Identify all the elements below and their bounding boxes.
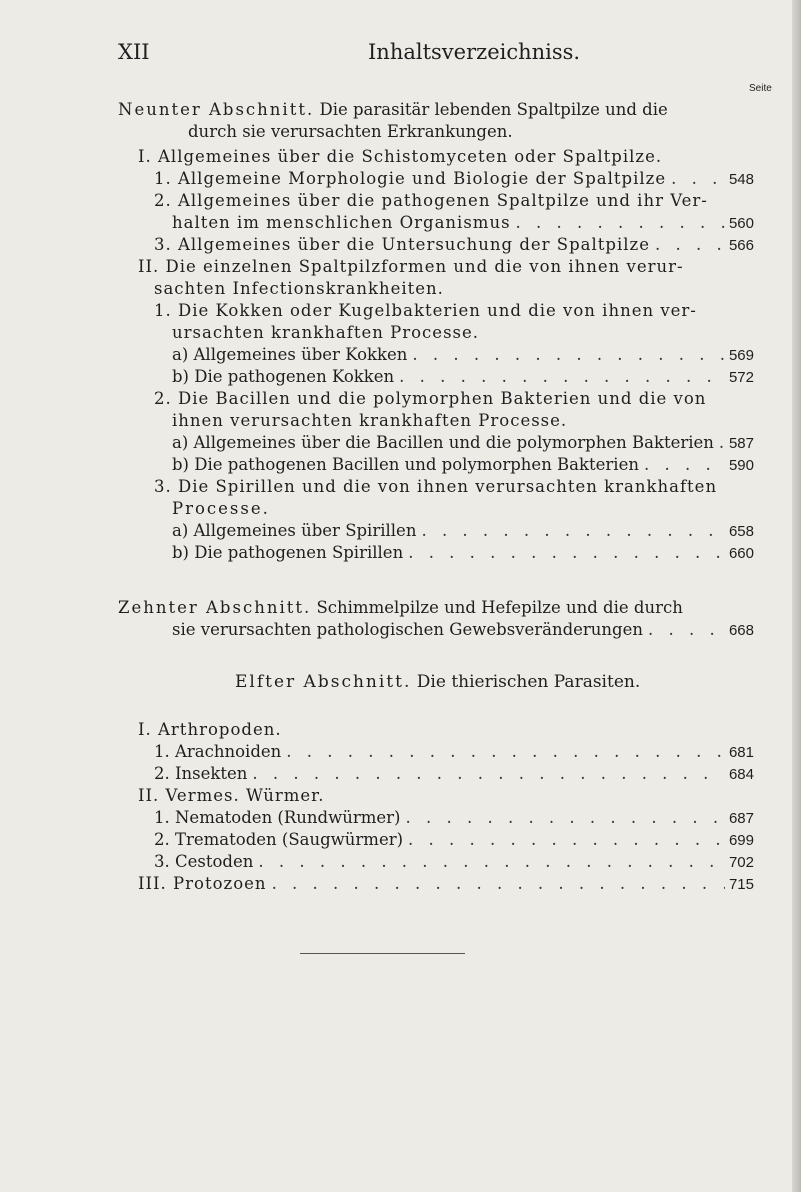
toc-entry-heading: II. Vermes. Würmer. (138, 786, 325, 805)
toc-page-number: 590 (728, 457, 754, 474)
toc-page-number: 668 (728, 622, 754, 639)
section-title: Die parasitär lebenden Spaltpilze und die (319, 100, 668, 119)
toc-entry[interactable]: a) Allgemeines über Kokken . . . 569 (172, 345, 754, 364)
toc-entry[interactable]: a) Allgemeines über Spirillen . . . 658 (172, 521, 754, 540)
toc-entry[interactable]: 1. Arachnoiden . . . 681 (154, 742, 754, 761)
toc-entry[interactable]: 1. Nematoden (Rundwürmer) . . . 687 (154, 808, 754, 827)
toc-page-number: 715 (728, 876, 754, 893)
divider-rule (300, 953, 465, 954)
seite-label: Seite (749, 83, 772, 94)
toc-page-number: 684 (728, 766, 754, 783)
toc-entry[interactable]: sie verursachten pathologischen Gewebsveränderungen . . . 668 (172, 620, 754, 639)
toc-entry-line: ursachten krankhaften Processe. (172, 323, 480, 342)
section-label: Elfter Abschnitt. (235, 672, 412, 692)
toc-page-number: 569 (728, 347, 754, 364)
toc-page-number: 548 (728, 171, 754, 188)
toc-entry[interactable]: 1. Allgemeine Morphologie und Biologie der Spaltpilze . . . 548 (154, 169, 754, 188)
page-title: Inhaltsverzeichniss. (368, 40, 581, 64)
page-number: XII (118, 40, 150, 64)
toc-entry-line: 2. Die Bacillen und die polymorphen Bakterien und die von (154, 389, 707, 408)
toc-page-number: 699 (728, 832, 754, 849)
toc-entry[interactable]: b) Die pathogenen Kokken . . . 572 (172, 367, 754, 386)
toc-entry[interactable]: III. Protozoen . . . 715 (138, 874, 754, 893)
section-label: Neunter Abschnitt. (118, 100, 315, 119)
toc-page-number: 687 (728, 810, 754, 827)
toc-entry[interactable]: 2. Trematoden (Saugwürmer) . . . 699 (154, 830, 754, 849)
toc-entry-line: 1. Die Kokken oder Kugelbakterien und die von ihnen ver- (154, 301, 697, 320)
section-heading-zehnter (118, 598, 683, 617)
toc-entry-line: ihnen verursachten krankhaften Processe. (172, 411, 568, 430)
toc-page-number: 660 (728, 545, 754, 562)
section-label: Zehnter Abschnitt. (118, 598, 312, 617)
toc-entry-heading: I. Arthropoden. (138, 720, 282, 739)
toc-entry[interactable]: a) Allgemeines über die Bacillen und die polymorphen Bakterien . . . 587 (172, 433, 754, 452)
toc-entry-heading: I. Allgemeines über die Schistomyceten oder Spaltpilze. (138, 147, 663, 166)
toc-page-number: 658 (728, 523, 754, 540)
toc-entry[interactable]: 3. Cestoden . . . 702 (154, 852, 754, 871)
toc-page-number: 572 (728, 369, 754, 386)
section-title-cont: durch sie verursachten Erkrankungen. (188, 122, 513, 141)
toc-entry-heading: II. Die einzelnen Spaltpilzformen und die von ihnen verur- (138, 257, 684, 276)
toc-page-number: 560 (728, 215, 754, 232)
toc-entry[interactable]: b) Die pathogenen Bacillen und polymorphen Bakterien . . . 590 (172, 455, 754, 474)
toc-page-number: 566 (728, 237, 754, 254)
toc-page-number: 587 (728, 435, 754, 452)
section-title: Die thierischen Parasiten. (416, 672, 641, 692)
toc-page-number: 681 (728, 744, 754, 761)
toc-entry-line: 3. Die Spirillen und die von ihnen verursachten krankhaften (154, 477, 718, 496)
toc-entry[interactable]: b) Die pathogenen Spirillen . . . 660 (172, 543, 754, 562)
section-heading-elfter (235, 672, 640, 692)
toc-entry-line: 2. Allgemeines über die pathogenen Spaltpilze und ihr Ver- (154, 191, 708, 210)
toc-entry[interactable]: 2. Insekten . . . 684 (154, 764, 754, 783)
toc-entry[interactable]: halten im menschlichen Organismus . . . 560 (172, 213, 754, 232)
toc-entry[interactable]: 3. Allgemeines über die Untersuchung der Spaltpilze . . . 566 (154, 235, 754, 254)
section-title: Schimmelpilze und Hefepilze und die durch (316, 598, 683, 617)
page-edge-shadow (792, 0, 801, 1192)
section-heading-neunter (118, 100, 668, 119)
toc-page-number: 702 (728, 854, 754, 871)
toc-entry-line: Processe. (172, 499, 270, 518)
toc-entry-heading-cont: sachten Infectionskrankheiten. (154, 279, 444, 298)
